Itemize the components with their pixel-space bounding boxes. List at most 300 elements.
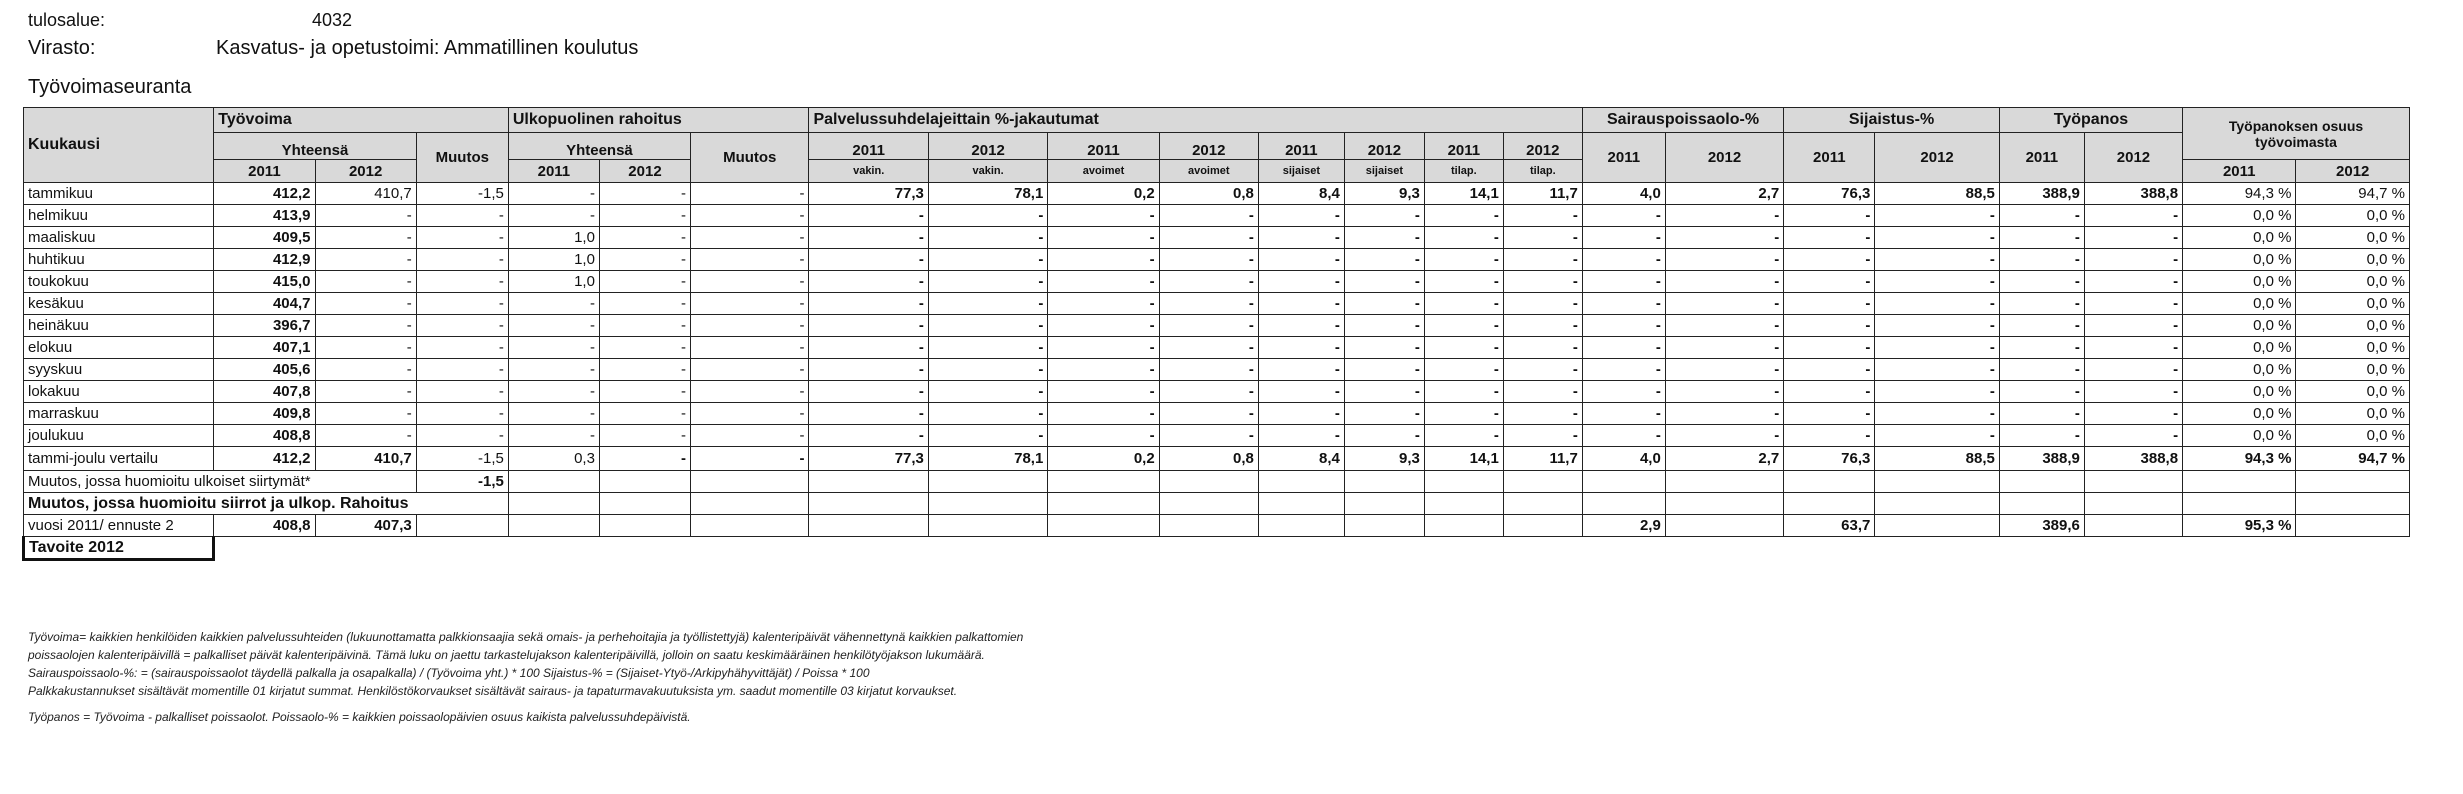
value-cell: - — [1424, 381, 1503, 403]
empty-cell — [1048, 493, 1159, 515]
value-cell: - — [1875, 205, 2000, 227]
total-value-cell: 412,2 — [214, 447, 315, 471]
value-cell: 0,0 % — [2183, 337, 2296, 359]
value-cell: 404,7 — [214, 293, 315, 315]
empty-cell — [508, 537, 599, 560]
empty-cell — [2084, 515, 2182, 537]
value-cell: - — [1424, 227, 1503, 249]
total-value-cell: 388,9 — [1999, 447, 2084, 471]
value-cell: - — [508, 425, 599, 447]
value-cell: - — [1875, 293, 2000, 315]
empty-cell — [1159, 515, 1258, 537]
empty-cell — [691, 493, 809, 515]
value-cell: - — [2084, 249, 2182, 271]
empty-cell — [809, 493, 928, 515]
value-cell: 88,5 — [1875, 183, 2000, 205]
value-cell: - — [1875, 381, 2000, 403]
value-cell: - — [1344, 337, 1424, 359]
muutos-ulkoiset-row — [24, 471, 2410, 493]
value-cell: - — [416, 381, 508, 403]
value-cell: - — [2084, 293, 2182, 315]
ulkop-yhteensa: Yhteensä — [508, 133, 690, 160]
value-cell: 0,0 % — [2296, 249, 2410, 271]
value-cell: 0,0 % — [2296, 381, 2410, 403]
value-cell: - — [1258, 359, 1344, 381]
value-cell: - — [928, 249, 1047, 271]
value-cell: - — [1503, 315, 1582, 337]
value-cell: - — [416, 205, 508, 227]
value-cell: - — [1048, 227, 1159, 249]
value-cell: - — [1582, 271, 1665, 293]
tyovoima-yht-2011: 2011 — [214, 160, 315, 183]
value-cell: - — [1665, 271, 1783, 293]
value-cell: - — [1875, 315, 2000, 337]
empty-cell — [2183, 471, 2296, 493]
ulkop-yht-2012: 2012 — [599, 160, 690, 183]
empty-cell — [1875, 471, 2000, 493]
table-row — [24, 205, 2410, 227]
col-tyovoima: Työvoima — [214, 108, 509, 133]
value-cell: - — [1424, 271, 1503, 293]
value-cell: - — [416, 293, 508, 315]
value-cell: - — [2084, 271, 2182, 293]
month-cell: tammikuu — [24, 183, 214, 205]
value-cell: - — [691, 425, 809, 447]
value-cell: - — [1503, 337, 1582, 359]
palv-sub-5: sijaiset — [1258, 160, 1344, 183]
value-cell: 0,0 % — [2183, 249, 2296, 271]
value-cell: - — [1344, 205, 1424, 227]
month-cell: syyskuu — [24, 359, 214, 381]
value-cell: - — [1582, 293, 1665, 315]
value-cell: - — [599, 403, 690, 425]
value-cell: 94,3 % — [2183, 183, 2296, 205]
value-cell: - — [1999, 381, 2084, 403]
muutos-siirrot-label: Muutos, jossa huomioitu siirrot ja ulkop. Rahoitus — [24, 493, 509, 515]
value-cell: - — [1582, 249, 1665, 271]
value-cell: - — [416, 227, 508, 249]
value-cell: - — [1784, 227, 1875, 249]
osuus-2012: 2012 — [2296, 160, 2410, 183]
value-cell: 410,7 — [315, 183, 416, 205]
month-cell: lokakuu — [24, 381, 214, 403]
value-cell: - — [928, 315, 1047, 337]
vuosi-value-cell: 2,9 — [1582, 515, 1665, 537]
total-value-cell: 9,3 — [1344, 447, 1424, 471]
value-cell: - — [2084, 381, 2182, 403]
value-cell: - — [315, 205, 416, 227]
value-cell: - — [1582, 359, 1665, 381]
value-cell: - — [1258, 205, 1344, 227]
empty-cell — [2296, 515, 2410, 537]
value-cell: - — [1048, 293, 1159, 315]
value-cell: - — [1582, 205, 1665, 227]
value-cell: - — [1582, 227, 1665, 249]
value-cell: 0,0 % — [2183, 403, 2296, 425]
value-cell: 8,4 — [1258, 183, 1344, 205]
empty-cell — [2296, 537, 2410, 560]
value-cell: - — [691, 183, 809, 205]
value-cell: - — [1159, 271, 1258, 293]
empty-cell — [1665, 515, 1783, 537]
value-cell: - — [2084, 403, 2182, 425]
value-cell: - — [1999, 359, 2084, 381]
month-cell: joulukuu — [24, 425, 214, 447]
palv-sub-1: vakin. — [809, 160, 928, 183]
value-cell: - — [1784, 315, 1875, 337]
value-cell: 407,1 — [214, 337, 315, 359]
empty-cell — [1344, 515, 1424, 537]
value-cell: - — [809, 337, 928, 359]
workforce-table — [22, 107, 2410, 561]
value-cell: - — [1582, 425, 1665, 447]
virasto-value: Kasvatus- ja opetustoimi: Ammatillinen koulutus — [216, 37, 639, 59]
value-cell: - — [1503, 403, 1582, 425]
value-cell: - — [1344, 315, 1424, 337]
palv-year-4: 2012 — [1159, 133, 1258, 160]
month-cell: toukokuu — [24, 271, 214, 293]
total-value-cell: 8,4 — [1258, 447, 1344, 471]
value-cell: - — [1258, 381, 1344, 403]
value-cell: - — [1159, 293, 1258, 315]
value-cell: - — [1665, 425, 1783, 447]
palv-year-3: 2011 — [1048, 133, 1159, 160]
value-cell: - — [1582, 337, 1665, 359]
value-cell: - — [1258, 249, 1344, 271]
tulosalue-value: 4032 — [312, 10, 353, 30]
col-sijaistus: Sijaistus-% — [1784, 108, 2000, 133]
value-cell: - — [1258, 403, 1344, 425]
value-cell: - — [1424, 315, 1503, 337]
value-cell: - — [416, 315, 508, 337]
osuus-2011: 2011 — [2183, 160, 2296, 183]
value-cell: 409,8 — [214, 403, 315, 425]
value-cell: - — [1665, 205, 1783, 227]
value-cell: - — [1875, 249, 2000, 271]
value-cell: - — [1424, 205, 1503, 227]
value-cell: - — [1503, 271, 1582, 293]
empty-cell — [1875, 493, 2000, 515]
value-cell: 4,0 — [1582, 183, 1665, 205]
empty-cell — [928, 471, 1047, 493]
empty-cell — [928, 537, 1047, 560]
value-cell: 77,3 — [809, 183, 928, 205]
section-title: Työvoimaseuranta — [28, 76, 192, 98]
value-cell: 1,0 — [508, 249, 599, 271]
footnote-line: Työpanos = Työvoima - palkalliset poissaolot. Poissaolo-% = kaikkien poissaolopäivien osuus kaikista palvelussuhdepäivistä. — [28, 710, 691, 724]
empty-cell — [1784, 537, 1875, 560]
value-cell: - — [1424, 359, 1503, 381]
empty-cell — [1424, 471, 1503, 493]
table-row — [24, 271, 2410, 293]
value-cell: - — [928, 227, 1047, 249]
value-cell: - — [1344, 425, 1424, 447]
footnote-line: Palkkakustannukset sisältävät momentille 01 kirjatut summat. Henkilöstökorvaukset sisältävät sairaus- ja tapaturmavakuutuksista ym. saadut momentille 03 kirjatut korvaukset. — [28, 684, 958, 698]
value-cell: - — [599, 205, 690, 227]
value-cell: - — [1344, 359, 1424, 381]
total-value-cell: 94,3 % — [2183, 447, 2296, 471]
empty-cell — [1582, 471, 1665, 493]
value-cell: - — [1784, 205, 1875, 227]
table-row — [24, 425, 2410, 447]
value-cell: - — [1048, 271, 1159, 293]
empty-cell — [2296, 493, 2410, 515]
empty-cell — [1159, 537, 1258, 560]
value-cell: - — [809, 315, 928, 337]
empty-cell — [1258, 515, 1344, 537]
value-cell: - — [1999, 227, 2084, 249]
value-cell: - — [315, 425, 416, 447]
value-cell: 0,0 % — [2296, 359, 2410, 381]
tyopanos-2011: 2011 — [1999, 133, 2084, 183]
total-value-cell: 14,1 — [1424, 447, 1503, 471]
value-cell: - — [508, 315, 599, 337]
empty-cell — [1784, 471, 1875, 493]
value-cell: - — [1875, 337, 2000, 359]
total-value-cell: 88,5 — [1875, 447, 2000, 471]
value-cell: 0,0 % — [2183, 359, 2296, 381]
value-cell: - — [1784, 381, 1875, 403]
virasto-label: Virasto: — [28, 37, 96, 59]
value-cell: 0,0 % — [2183, 227, 2296, 249]
value-cell: - — [1875, 271, 2000, 293]
total-value-cell: 0,2 — [1048, 447, 1159, 471]
value-cell: - — [315, 227, 416, 249]
tyovoima-yhteensa: Yhteensä — [214, 133, 416, 160]
value-cell: - — [315, 315, 416, 337]
value-cell: - — [1503, 227, 1582, 249]
value-cell: - — [1875, 403, 2000, 425]
tyovoima-yht-2012: 2012 — [315, 160, 416, 183]
empty-cell — [315, 537, 416, 560]
value-cell: 11,7 — [1503, 183, 1582, 205]
total-value-cell: 4,0 — [1582, 447, 1665, 471]
value-cell: - — [691, 359, 809, 381]
table-row — [24, 183, 2410, 205]
value-cell: - — [809, 359, 928, 381]
value-cell: - — [1258, 337, 1344, 359]
month-cell: maaliskuu — [24, 227, 214, 249]
footnote-line: Työvoima= kaikkien henkilöiden kaikkien palvelussuhteiden (lukuunottamatta palkkionsaajia sekä omais- ja perhehoitajia ja työllistettyjä) kalenteripäivät vähennettynä kaikkien palkattomien — [28, 630, 1024, 644]
empty-cell — [1503, 493, 1582, 515]
value-cell: 0,0 % — [2296, 403, 2410, 425]
value-cell: 1,0 — [508, 227, 599, 249]
value-cell: - — [416, 271, 508, 293]
value-cell: - — [809, 271, 928, 293]
value-cell: - — [1875, 425, 2000, 447]
value-cell: - — [599, 381, 690, 403]
value-cell: - — [508, 337, 599, 359]
empty-cell — [1424, 537, 1503, 560]
total-value-cell: 76,3 — [1784, 447, 1875, 471]
value-cell: 0,0 % — [2296, 271, 2410, 293]
empty-cell — [691, 471, 809, 493]
value-cell: - — [1048, 249, 1159, 271]
value-cell: - — [1784, 249, 1875, 271]
value-cell: - — [1999, 271, 2084, 293]
value-cell: - — [2084, 315, 2182, 337]
empty-cell — [1999, 537, 2084, 560]
value-cell: - — [1048, 359, 1159, 381]
value-cell: - — [1503, 359, 1582, 381]
value-cell: 0,0 % — [2183, 425, 2296, 447]
value-cell: - — [1999, 425, 2084, 447]
empty-cell — [928, 493, 1047, 515]
value-cell: - — [599, 425, 690, 447]
value-cell: - — [315, 381, 416, 403]
value-cell: - — [1665, 249, 1783, 271]
value-cell: - — [508, 403, 599, 425]
table-row — [24, 293, 2410, 315]
table-row — [24, 403, 2410, 425]
value-cell: 0,0 % — [2296, 337, 2410, 359]
month-cell: huhtikuu — [24, 249, 214, 271]
sijaistus-2011: 2011 — [1784, 133, 1875, 183]
value-cell: - — [315, 271, 416, 293]
table-row — [24, 249, 2410, 271]
value-cell: - — [1784, 271, 1875, 293]
col-sairaus: Sairauspoissaolo-% — [1582, 108, 1783, 133]
value-cell: 412,9 — [214, 249, 315, 271]
value-cell: - — [1424, 249, 1503, 271]
value-cell: - — [599, 227, 690, 249]
value-cell: 76,3 — [1784, 183, 1875, 205]
ulkop-muutos: Muutos — [691, 133, 809, 183]
value-cell: - — [691, 227, 809, 249]
palv-year-5: 2011 — [1258, 133, 1344, 160]
value-cell: - — [416, 249, 508, 271]
value-cell: - — [1503, 381, 1582, 403]
value-cell: 0,0 % — [2183, 293, 2296, 315]
empty-cell — [2183, 537, 2296, 560]
value-cell: - — [809, 227, 928, 249]
empty-cell — [599, 471, 690, 493]
total-value-cell: 94,7 % — [2296, 447, 2410, 471]
value-cell: - — [1503, 425, 1582, 447]
value-cell: - — [691, 271, 809, 293]
value-cell: - — [416, 359, 508, 381]
total-value-cell: -1,5 — [416, 447, 508, 471]
value-cell: 388,8 — [2084, 183, 2182, 205]
value-cell: - — [1784, 293, 1875, 315]
value-cell: 405,6 — [214, 359, 315, 381]
empty-cell — [599, 537, 690, 560]
value-cell: 415,0 — [214, 271, 315, 293]
value-cell: 413,9 — [214, 205, 315, 227]
value-cell: - — [1784, 337, 1875, 359]
value-cell: - — [928, 293, 1047, 315]
value-cell: 0,0 % — [2183, 381, 2296, 403]
value-cell: - — [599, 337, 690, 359]
value-cell: - — [315, 403, 416, 425]
palv-sub-7: tilap. — [1424, 160, 1503, 183]
value-cell: - — [2084, 359, 2182, 381]
total-value-cell: 388,8 — [2084, 447, 2182, 471]
col-tyopanos: Työpanos — [1999, 108, 2182, 133]
value-cell: - — [1665, 227, 1783, 249]
value-cell: - — [1159, 381, 1258, 403]
empty-cell — [809, 537, 928, 560]
value-cell: - — [508, 293, 599, 315]
total-value-cell: 2,7 — [1665, 447, 1783, 471]
value-cell: - — [928, 381, 1047, 403]
tulosalue-label: tulosalue: — [28, 10, 106, 30]
empty-cell — [809, 471, 928, 493]
value-cell: - — [508, 359, 599, 381]
empty-cell — [1875, 515, 2000, 537]
value-cell: - — [928, 205, 1047, 227]
empty-cell — [1048, 471, 1159, 493]
tyopanos-2012: 2012 — [2084, 133, 2182, 183]
empty-cell — [214, 537, 315, 560]
value-cell: - — [1344, 403, 1424, 425]
value-cell: 9,3 — [1344, 183, 1424, 205]
value-cell: 14,1 — [1424, 183, 1503, 205]
palv-year-2: 2012 — [928, 133, 1047, 160]
muutos-siirrot-row — [24, 493, 2410, 515]
empty-cell — [1582, 493, 1665, 515]
muutos-ulkoiset-label: Muutos, jossa huomioitu ulkoiset siirtymät* — [24, 471, 417, 493]
value-cell: - — [1159, 205, 1258, 227]
value-cell: - — [1048, 381, 1159, 403]
value-cell: - — [1424, 403, 1503, 425]
value-cell: - — [1424, 337, 1503, 359]
tyovoima-muutos: Muutos — [416, 133, 508, 183]
value-cell: - — [691, 293, 809, 315]
value-cell: - — [1999, 337, 2084, 359]
total-value-cell: 410,7 — [315, 447, 416, 471]
empty-cell — [416, 537, 508, 560]
value-cell: - — [691, 315, 809, 337]
empty-cell — [1424, 515, 1503, 537]
value-cell: - — [928, 337, 1047, 359]
palv-sub-6: sijaiset — [1344, 160, 1424, 183]
palv-sub-8: tilap. — [1503, 160, 1582, 183]
empty-cell — [2296, 471, 2410, 493]
vuosi-value-cell: 95,3 % — [2183, 515, 2296, 537]
table-row — [24, 359, 2410, 381]
value-cell: 0,0 % — [2183, 205, 2296, 227]
value-cell: 408,8 — [214, 425, 315, 447]
value-cell: 0,0 % — [2296, 227, 2410, 249]
tavoite-row — [24, 537, 2410, 560]
palv-year-8: 2012 — [1503, 133, 1582, 160]
palv-year-7: 2011 — [1424, 133, 1503, 160]
empty-cell — [416, 515, 508, 537]
value-cell: - — [928, 425, 1047, 447]
total-value-cell: 0,3 — [508, 447, 599, 471]
value-cell: 78,1 — [928, 183, 1047, 205]
value-cell: 1,0 — [508, 271, 599, 293]
empty-cell — [809, 515, 928, 537]
value-cell: 388,9 — [1999, 183, 2084, 205]
empty-cell — [1999, 471, 2084, 493]
value-cell: - — [508, 205, 599, 227]
value-cell: - — [1424, 425, 1503, 447]
empty-cell — [1424, 493, 1503, 515]
table-row — [24, 337, 2410, 359]
value-cell: -1,5 — [416, 183, 508, 205]
value-cell: 412,2 — [214, 183, 315, 205]
value-cell: - — [599, 293, 690, 315]
value-cell: 0,0 % — [2183, 315, 2296, 337]
value-cell: - — [1048, 205, 1159, 227]
value-cell: - — [1424, 293, 1503, 315]
value-cell: - — [1784, 403, 1875, 425]
palv-sub-3: avoimet — [1048, 160, 1159, 183]
empty-cell — [1159, 493, 1258, 515]
value-cell: - — [1159, 227, 1258, 249]
